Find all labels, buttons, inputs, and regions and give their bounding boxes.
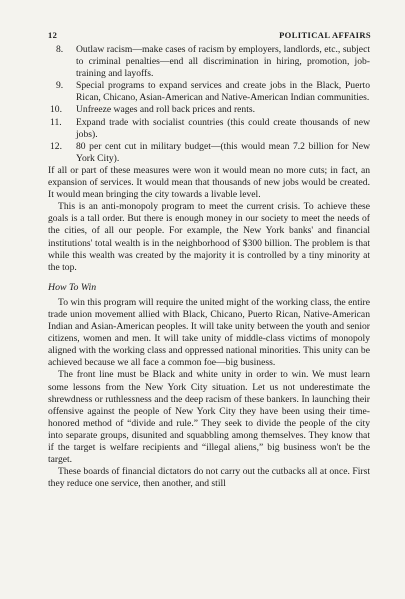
running-head: POLITICAL AFFAIRS	[279, 30, 371, 40]
page-header	[48, 30, 371, 44]
page-body	[48, 44, 370, 490]
list-item	[48, 104, 370, 116]
body-paragraph: This is an anti-monopoly program to meet the current crisis. To achieve these goals is a tall order. But there is enough money in our society to meet the needs of the cities, of all our people. For example, the New York banks' and financial institutions' total wealth is in the neighborhood of $300 billion. The problem is that while this wealth was created by the majority it is controlled by a tiny minority at the top.	[48, 201, 370, 273]
demands-list	[48, 44, 370, 165]
list-item-text: Special programs to expand services and create jobs in the Black, Puerto Rican, Chicano, Asian-American and Native-American Indian communities.	[76, 80, 370, 104]
list-item-text: Outlaw racism—make cases of racism by employers, landlords, etc., subject to criminal penalties—end all discrimination in hiring, promotion, job-training and layoffs.	[76, 44, 370, 80]
list-item	[48, 44, 370, 80]
list-item-number: 8.	[56, 44, 64, 55]
list-item-number: 10.	[50, 104, 62, 116]
list-item-text: Expand trade with socialist countries (this could create thousands of new jobs).	[76, 116, 370, 140]
list-item-number: 9.	[56, 80, 64, 92]
list-item	[48, 141, 370, 165]
list-item	[48, 80, 370, 104]
body-paragraph: To win this program will require the united might of the working class, the entire trade union movement allied with Black, Chicano, Puerto Rican, Native-American Indian and Asian-American peoples. It will take unity between the youth and senior citizens, women and men. It will take unity of middle-class victims of monopoly aligned with the working class and oppressed national minorities. This unity can be achieved because we all face a common foe—big business.	[48, 296, 370, 369]
body-paragraph: If all or part of these measures were won it would mean no more cuts; in fact, an expansion of services. It would mean that thousands of new jobs would be created. It would mean bringing the city towards a livable level.	[48, 164, 370, 201]
body-paragraph: These boards of financial dictators do not carry out the cutbacks all at once. First they reduce one service, then another, and still	[48, 466, 370, 490]
section-heading: How To Win	[48, 281, 97, 293]
body-paragraph: The front line must be Black and white unity in order to win. We must learn some lessons from the New York City situation. Let us not underestimate the shrewdness or ruthlessness and the deep racism of these bankers. In launching their offensive against the people of New York City they have been using their time-honored method of “divide and rule.” They seek to divide the people of the city into separate groups, disunited and squabbling among themselves. They know that if the target is welfare recipients and “illegal aliens,” big business won't be the target.	[48, 369, 370, 466]
list-item	[48, 117, 370, 141]
page-number: 12	[48, 30, 58, 40]
list-item-text: 80 per cent cut in military budget—(this would mean 7.2 billion for New York City).	[76, 140, 370, 164]
list-item-number: 12.	[50, 140, 62, 152]
list-item-text: Unfreeze wages and roll back prices and rents.	[76, 104, 256, 116]
list-item-number: 11.	[50, 116, 62, 128]
